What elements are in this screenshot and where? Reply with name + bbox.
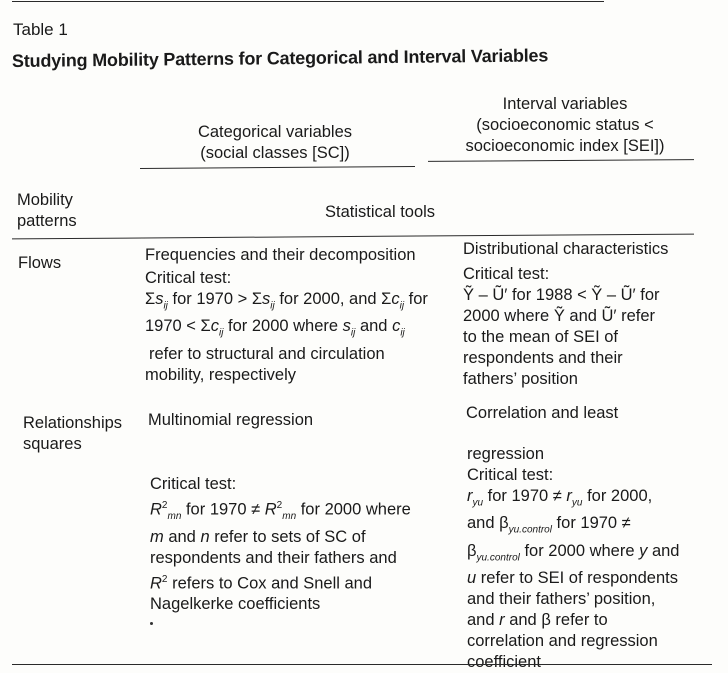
- row-label-header: [17, 190, 77, 232]
- relationships-interval-line-4: u refer to SEI of respondents: [467, 568, 678, 587]
- interval-header-line-1: Interval variables: [502, 95, 628, 113]
- relationships-categorical-line-3: respondents and their fathers and: [150, 548, 397, 567]
- categorical-header-line-1: Categorical variables: [197, 123, 353, 141]
- interval-header-rule: [428, 159, 694, 162]
- relationships-categorical-line-4: $R^2$ refers to Cox and Snell and: [150, 573, 373, 593]
- relationships-interval-cell: [467, 444, 679, 673]
- interval-header-line-2: (socioeconomic status <: [476, 116, 654, 134]
- relationships-interval-line-7: correlation and regression: [467, 631, 658, 650]
- top-rule: [12, 1, 604, 2]
- categorical-header: [140, 122, 410, 164]
- relationships-interval-heading: Correlation and least: [466, 404, 619, 422]
- flows-categorical-line-2: $1970 < \Sigma c_{ij}$ for 2000 where $s_{ij}$ and $c_{ij}$: [145, 317, 405, 339]
- flows-interval-line-2: 2000 where Ỹ and Ũ′ refer: [463, 307, 656, 325]
- flows-interval-heading: Distributional characteristics: [463, 240, 669, 258]
- relationships-categorical-line-2: m and n refer to sets of SC of: [150, 527, 366, 546]
- interval-header: [450, 94, 680, 157]
- relationships-categorical-line-5: Nagelkerke coefficients: [150, 595, 321, 614]
- row-label-relationships: [23, 413, 122, 455]
- flows-categorical-line-3: refer to structural and circulation: [149, 344, 385, 363]
- relationships-categorical-test: Critical test:: [150, 475, 237, 493]
- relationships-categorical-cell: [150, 474, 411, 615]
- flows-interval-cell: [463, 239, 668, 390]
- flows-interval-line-4: respondents and their: [463, 349, 623, 367]
- flows-categorical-line-1: $\Sigma s_{ij}$ for $1970 > \Sigma s_{ij}$ for 2000, and $\Sigma c_{ij}$ for: [145, 290, 428, 312]
- tools-header: Statistical tools: [325, 203, 436, 221]
- flows-interval-line-1: Ỹ – Ũ′ for 1988 < Ỹ – Ũ′ for: [463, 286, 660, 304]
- table-title: Studying Mobility Patterns for Categorical and Interval Variables: [11, 45, 549, 71]
- row-label-relationships-line-2: squares: [23, 435, 82, 453]
- flows-interval-test: Critical test:: [463, 265, 550, 283]
- row-label-header-line-2: patterns: [17, 212, 77, 230]
- flows-interval-line-3: to the mean of SEI of: [463, 328, 619, 346]
- categorical-header-rule: [140, 166, 415, 169]
- flows-categorical-heading: Frequencies and their decomposition: [145, 246, 416, 264]
- relationships-interval-line-1: $r_{yu}$ for $1970 \ne r_{yu}$ for 2000,: [467, 487, 653, 509]
- flows-categorical-line-4: mobility, respectively: [145, 365, 296, 384]
- relationships-categorical-line-1: $R^2_{mn}$ for $1970 \ne R^2_{mn}$ for 2000 where: [150, 500, 411, 522]
- flows-categorical-cell: [145, 245, 428, 386]
- relationships-interval-line-8: coefficient: [467, 652, 541, 671]
- relationships-interval-heading-2: regression: [467, 445, 545, 463]
- stray-dot-mark: [150, 622, 153, 625]
- relationships-interval-line-2: and $\beta_{yu.control}$ for 1970 ≠: [467, 514, 631, 536]
- row-label-relationships-line-1: Relationships: [23, 414, 123, 432]
- relationships-interval-line-6: and r and β refer to: [467, 610, 608, 629]
- flows-interval-line-5: fathers’ position: [463, 370, 578, 388]
- row-label-header-line-1: Mobility: [17, 191, 73, 209]
- interval-header-line-3: socioeconomic index [SEI]): [465, 137, 665, 155]
- relationships-categorical-heading: Multinomial regression: [148, 411, 314, 429]
- relationships-interval-line-5: and their fathers’ position,: [467, 589, 656, 608]
- relationships-interval-line-3: $\beta_{yu.control}$ for 2000 where y and: [467, 541, 680, 563]
- table-label: Table 1: [13, 20, 68, 39]
- flows-categorical-test: Critical test:: [145, 269, 232, 287]
- bottom-rule: [12, 664, 712, 665]
- categorical-header-line-2: (social classes [SC]): [200, 144, 350, 162]
- row-label-flows: Flows: [18, 254, 62, 272]
- relationships-interval-test: Critical test:: [467, 466, 554, 484]
